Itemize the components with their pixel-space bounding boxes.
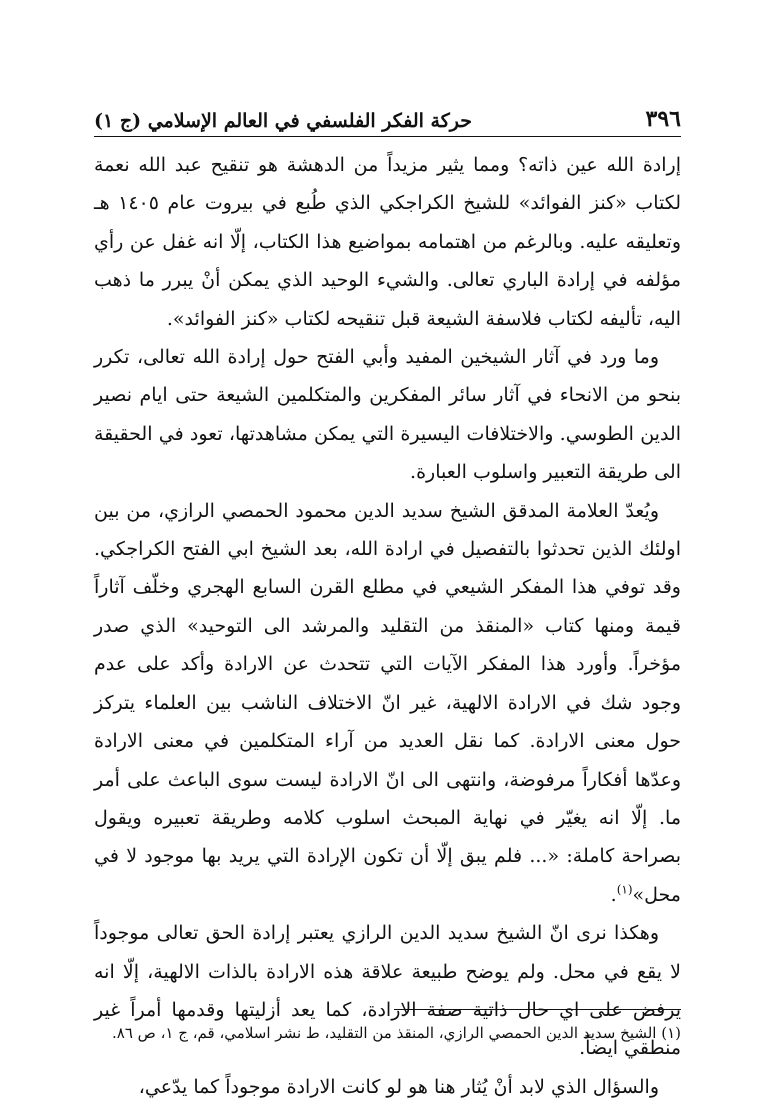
footnote-divider: [394, 1009, 681, 1010]
paragraph: ويُعدّ العلامة المدقق الشيخ سديد الدين محمود الحمصي الرازي، من بين اولئك الذين تحدثوا بالتفصيل في ارادة الله، بعد الشيخ ابي الفتح الكراجكي. وقد توفي هذا المفكر الشيعي في مطلع القرن السابع الهجري وخلّف آثاراً قيمة ومنها كتاب «المنقذ من التقليد والمرشد الى التوحيد» الذي صدر مؤخراً. وأورد هذا المفكر الآيات التي تتحدث عن الارادة وأكد على عدم وجود شك في الارادة الالهية، غير انّ الاختلاف الناشب بين العلماء يتركز حول معنى الارادة. كما نقل العديد من آراء المتكلمين في معنى الارادة وعدّها أفكاراً مرفوضة، وانتهى الى انّ الارادة ليست سوى الباعث على أمر ما. إلّا انه يغيّر في نهاية المبحث اسلوب كلامه وطريقة تعبيره ويقول بصراحة كاملة: «... فلم يبق إلّا أن تكون الإرادة التي يريد بها موجود لا في محل»$^{(١)}$.: [94, 499, 682, 906]
running-header: [94, 96, 681, 137]
paragraph: إرادة الله عين ذاته؟ ومما يثير مزيداً من الدهشة هو تنقيح عبد الله نعمة لكتاب «كنز الفوائد» للشيخ الكراجكي الذي طُبع في بيروت عام ١٤٠٥ هـ وتعليقه عليه. وبالرغم من اهتمامه بمواضيع هذا الكتاب، إلّا انه غفل عن رأي مؤلفه في إرادة الباري تعالى. والشيء الوحيد الذي يمكن أنْ يبرر ما ذهب اليه، تأليفه لكتاب فلاسفة الشيعة قبل تنقيحه لكتاب «كنز الفوائد».: [94, 154, 681, 330]
page-number: ٣٩٦: [645, 106, 681, 132]
footnote-reference[interactable]: (١): [616, 882, 633, 897]
footnote: (١) الشيخ سديد الدين الحمصي الرازي، المنقذ من التقليد، ط نشر اسلامي، قم، ج ١، ص ٨٦.: [112, 1024, 681, 1042]
paragraph: والسؤال الذي لابد أنْ يُثار هنا هو لو كانت الارادة موجوداً كما يدّعي،: [138, 1075, 659, 1098]
running-title: حركة الفكر الفلسفي في العالم الإسلامي (ج ١): [94, 110, 473, 132]
paragraph: وما ورد في آثار الشيخين المفيد وأبي الفتح حول إرادة الله تعالى، تكرر بنحو من الانحاء في آثار سائر المفكرين والمتكلمين الشيعة حتى ايام نصير الدين الطوسي. والاختلافات اليسيرة التي يمكن مشاهدتها، تعود في الحقيقة الى طريقة التعبير واسلوب العبارة.: [94, 346, 681, 484]
paragraph: وهكذا نرى انّ الشيخ سديد الدين الرازي يعتبر إرادة الحق تعالى موجوداً لا يقع في محل. ولم يوضح طبيعة علاقة هذه الارادة بالذات الالهية، إلّا انه يرفض على اي حال ذاتية صفة الارادة، كما يعد أزليتها وقدمها أمراً غير منطقي ايضاً.: [94, 922, 681, 1060]
body-text: [94, 146, 681, 1106]
